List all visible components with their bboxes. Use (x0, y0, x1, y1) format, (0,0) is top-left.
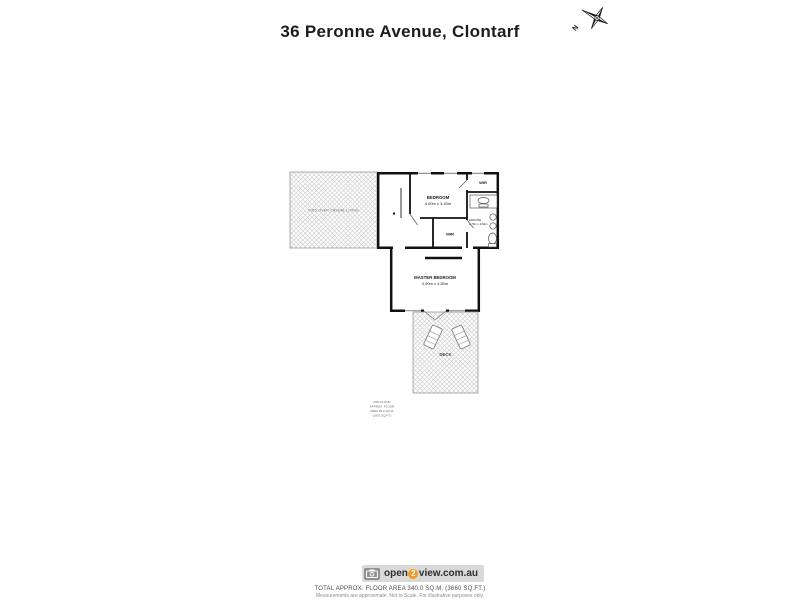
master-dims: 4.90m x 4.80m (421, 281, 449, 286)
floor-note-line: (1003 SQ.FT.) (372, 413, 392, 418)
logo-text-post: view.com.au (418, 568, 478, 579)
master-label: MASTER BEDROOM (414, 275, 456, 280)
bedroom-dims: 4.00m x 3.40m (424, 201, 452, 206)
disclaimer-text: Measurements are approximate. Not to Scale. For illustrative purposes only. (315, 593, 485, 599)
deck-label: DECK (439, 352, 452, 357)
logo-number-badge: 2 (408, 569, 418, 579)
room-void (290, 172, 377, 248)
total-area-text: TOTAL APPROX. FLOOR AREA 340.0 SQ.M. (3660 SQ.FT.) (314, 586, 486, 592)
wir-top-label: WIR (479, 180, 487, 185)
room-bedroom (425, 195, 452, 206)
compass-north-label: N (571, 24, 581, 33)
room-deck (413, 312, 478, 393)
room-wir-mid (446, 232, 454, 237)
floor-note-line: APPROX. FLOOR (369, 404, 395, 409)
bedroom-label: BEDROOM (426, 195, 450, 200)
floor-note-line: 2ND FLOOR (373, 400, 391, 404)
room-wir-top (479, 180, 487, 185)
window-icons (418, 171, 484, 175)
open2view-logo (362, 565, 484, 582)
compass-icon (568, 2, 616, 42)
logo-text-pre: open (384, 568, 408, 579)
floor-note-line: AREA 93.2 SQ.M. (369, 409, 395, 413)
ensuite-dims: 2.70m x 2.60m (469, 222, 488, 226)
void-label: VOID OVER CASUAL LIVING (307, 208, 360, 213)
floor-note (370, 400, 395, 418)
camera-icon (364, 568, 380, 580)
ensuite-label: ENSUITE (469, 218, 482, 222)
page-title: 36 Peronne Avenue, Clontarf (280, 22, 520, 41)
logo-text (384, 568, 478, 579)
room-master-bedroom (390, 249, 480, 320)
wir-mid-label: WIR (446, 231, 454, 237)
floorplan-drawing (285, 168, 515, 424)
